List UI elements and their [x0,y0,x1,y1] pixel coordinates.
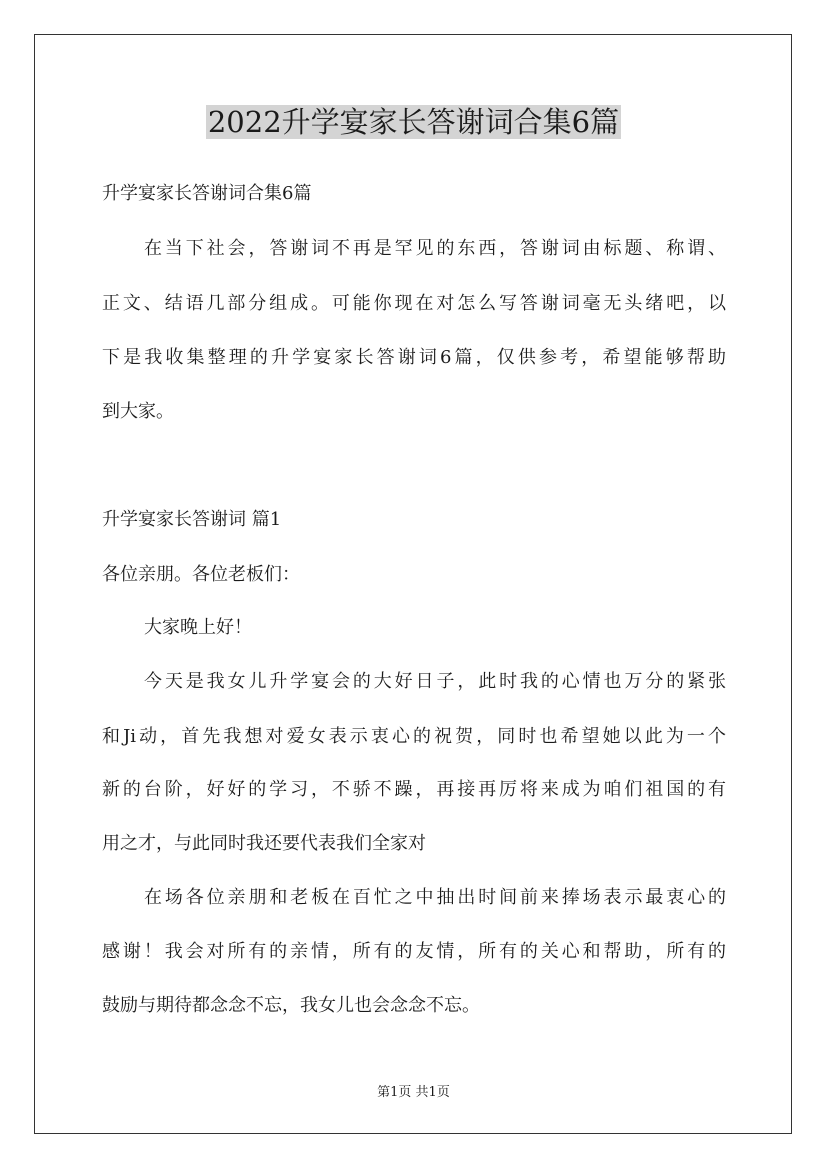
paragraph1-line-1: 今天是我女儿升学宴会的大好日子，此时我的心情也万分的紧张 [144,671,726,692]
subtitle: 升学宴家长答谢词合集6篇 [102,183,312,204]
paragraph1-line-4: 用之才，与此同时我还要代表我们全家对 [102,833,426,854]
intro-line-2: 正文、结语几部分组成。可能你现在对怎么写答谢词毫无头绪吧，以 [102,293,726,314]
greeting: 大家晚上好！ [144,617,252,638]
salutation: 各位亲朋。各位老板们： [102,564,300,585]
intro-line-4: 到大家。 [102,401,174,422]
document-title-text: 2022升学宴家长答谢词合集6篇 [207,105,620,139]
intro-line-1: 在当下社会，答谢词不再是罕见的东西，答谢词由标题、称谓、 [144,238,726,259]
paragraph1-line-3: 新的台阶，好好的学习，不骄不躁，再接再厉将来成为咱们祖国的有 [102,779,726,800]
paragraph2-line-3: 鼓励与期待都念念不忘，我女儿也会念念不忘。 [102,995,480,1016]
document-title [0,100,827,144]
intro-line-3: 下是我收集整理的升学宴家长答谢词6篇，仅供参考，希望能够帮助 [102,347,726,368]
paragraph1-line-2: 和Ji动，首先我想对爱女表示衷心的祝贺，同时也希望她以此为一个 [102,726,726,747]
page-footer: 第1页 共1页 [377,1085,450,1100]
paragraph2-line-2: 感谢！我会对所有的亲情，所有的友情，所有的关心和帮助，所有的 [102,941,726,962]
section-heading: 升学宴家长答谢词 篇1 [102,509,282,530]
paragraph2-line-1: 在场各位亲朋和老板在百忙之中抽出时间前来捧场表示最衷心的 [144,887,726,908]
